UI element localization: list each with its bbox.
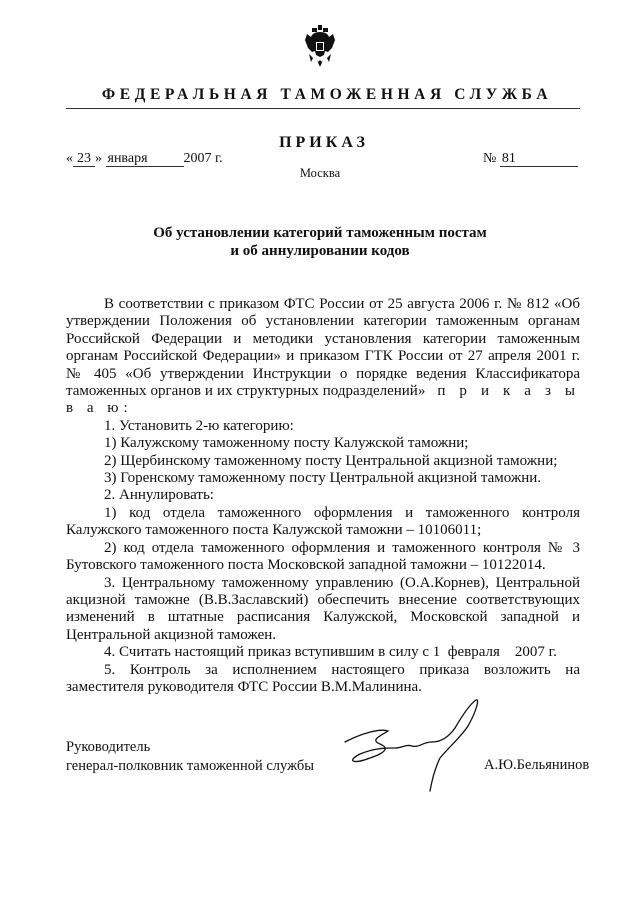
list-item: 2) Щербинскому таможенному посту Центральной акцизной таможни; — [104, 452, 558, 469]
order-body — [66, 296, 580, 696]
header-divider — [66, 108, 580, 109]
signer-name: А.Ю.Бельянинов — [484, 757, 590, 773]
list-item: 1. Установить 2-ю категорию: — [104, 417, 294, 434]
agency-name: ФЕДЕРАЛЬНАЯ ТАМОЖЕННАЯ СЛУЖБА — [101, 86, 553, 103]
position-line-2: генерал-полковник таможенной службы — [66, 758, 315, 774]
coat-of-arms-icon — [303, 24, 337, 70]
number-label: № — [483, 151, 497, 166]
date-open-quote: « — [66, 151, 73, 166]
list-item: 1) код отдела таможенного оформления и таможенного контроля Калужского таможенного поста Калужской таможни – 10106011; — [66, 504, 580, 539]
date-close-quote: » — [95, 151, 102, 166]
date-year: 2007 г. — [183, 151, 223, 166]
list-item: 2. Аннулировать: — [104, 487, 214, 504]
subject-line-2: и об аннулировании кодов — [230, 243, 410, 259]
number-value: 81 — [500, 152, 578, 167]
preamble-text: В соответствии с приказом ФТС России от 25 августа 2006 г. № 812 «Об утверждении Положения об установлении категории таможенным органам Российской Федерации и методики установления категории таможенным органам Российской Федерации» и приказом ГТК России от 27 апреля 2001 г. № 405 «Об утверждении Инструкции о порядке ведения Классификатора таможенных органов и их структурных подразделений» — [66, 296, 580, 400]
list-item: 4. Считать настоящий приказ вступившим в силу с 1 февраля 2007 г. — [104, 644, 557, 661]
position-line-1: Руководитель — [66, 739, 151, 755]
order-number — [483, 151, 578, 167]
signer-position — [66, 738, 314, 776]
order-title: ПРИКАЗ — [279, 134, 369, 151]
signature-icon — [340, 698, 490, 793]
preamble-paragraph — [66, 296, 580, 418]
list-item: 1) Калужскому таможенному посту Калужской таможни; — [104, 435, 469, 452]
list-item: 3. Центральному таможенному управлению (О.А.Корнев), Центральной акцизной таможне (В.В.Заславский) обеспечить внесение соответствующих изменений в штатные расписания Калужской, Московской западной и Центральной акцизной таможен. — [66, 574, 580, 643]
list-item: 3) Горенскому таможенному посту Центральной акцизной таможни. — [104, 470, 542, 487]
date-day: 23 — [73, 152, 95, 167]
date-month: января — [106, 152, 184, 167]
directive-word: п р и к а з ы в а ю: — [66, 383, 580, 417]
order-date — [66, 151, 223, 167]
order-subject — [0, 224, 640, 260]
list-item: 2) код отдела таможенного оформления и таможенного контроля № 3 Бутовского таможенного поста Московской западной таможни – 10122014. — [66, 539, 580, 574]
subject-line-1: Об установлении категорий таможенным постам — [153, 225, 487, 241]
list-item: 5. Контроль за исполнением настоящего приказа возложить на заместителя руководителя ФТС России В.М.Малинина. — [66, 661, 580, 695]
order-city: Москва — [299, 166, 341, 180]
